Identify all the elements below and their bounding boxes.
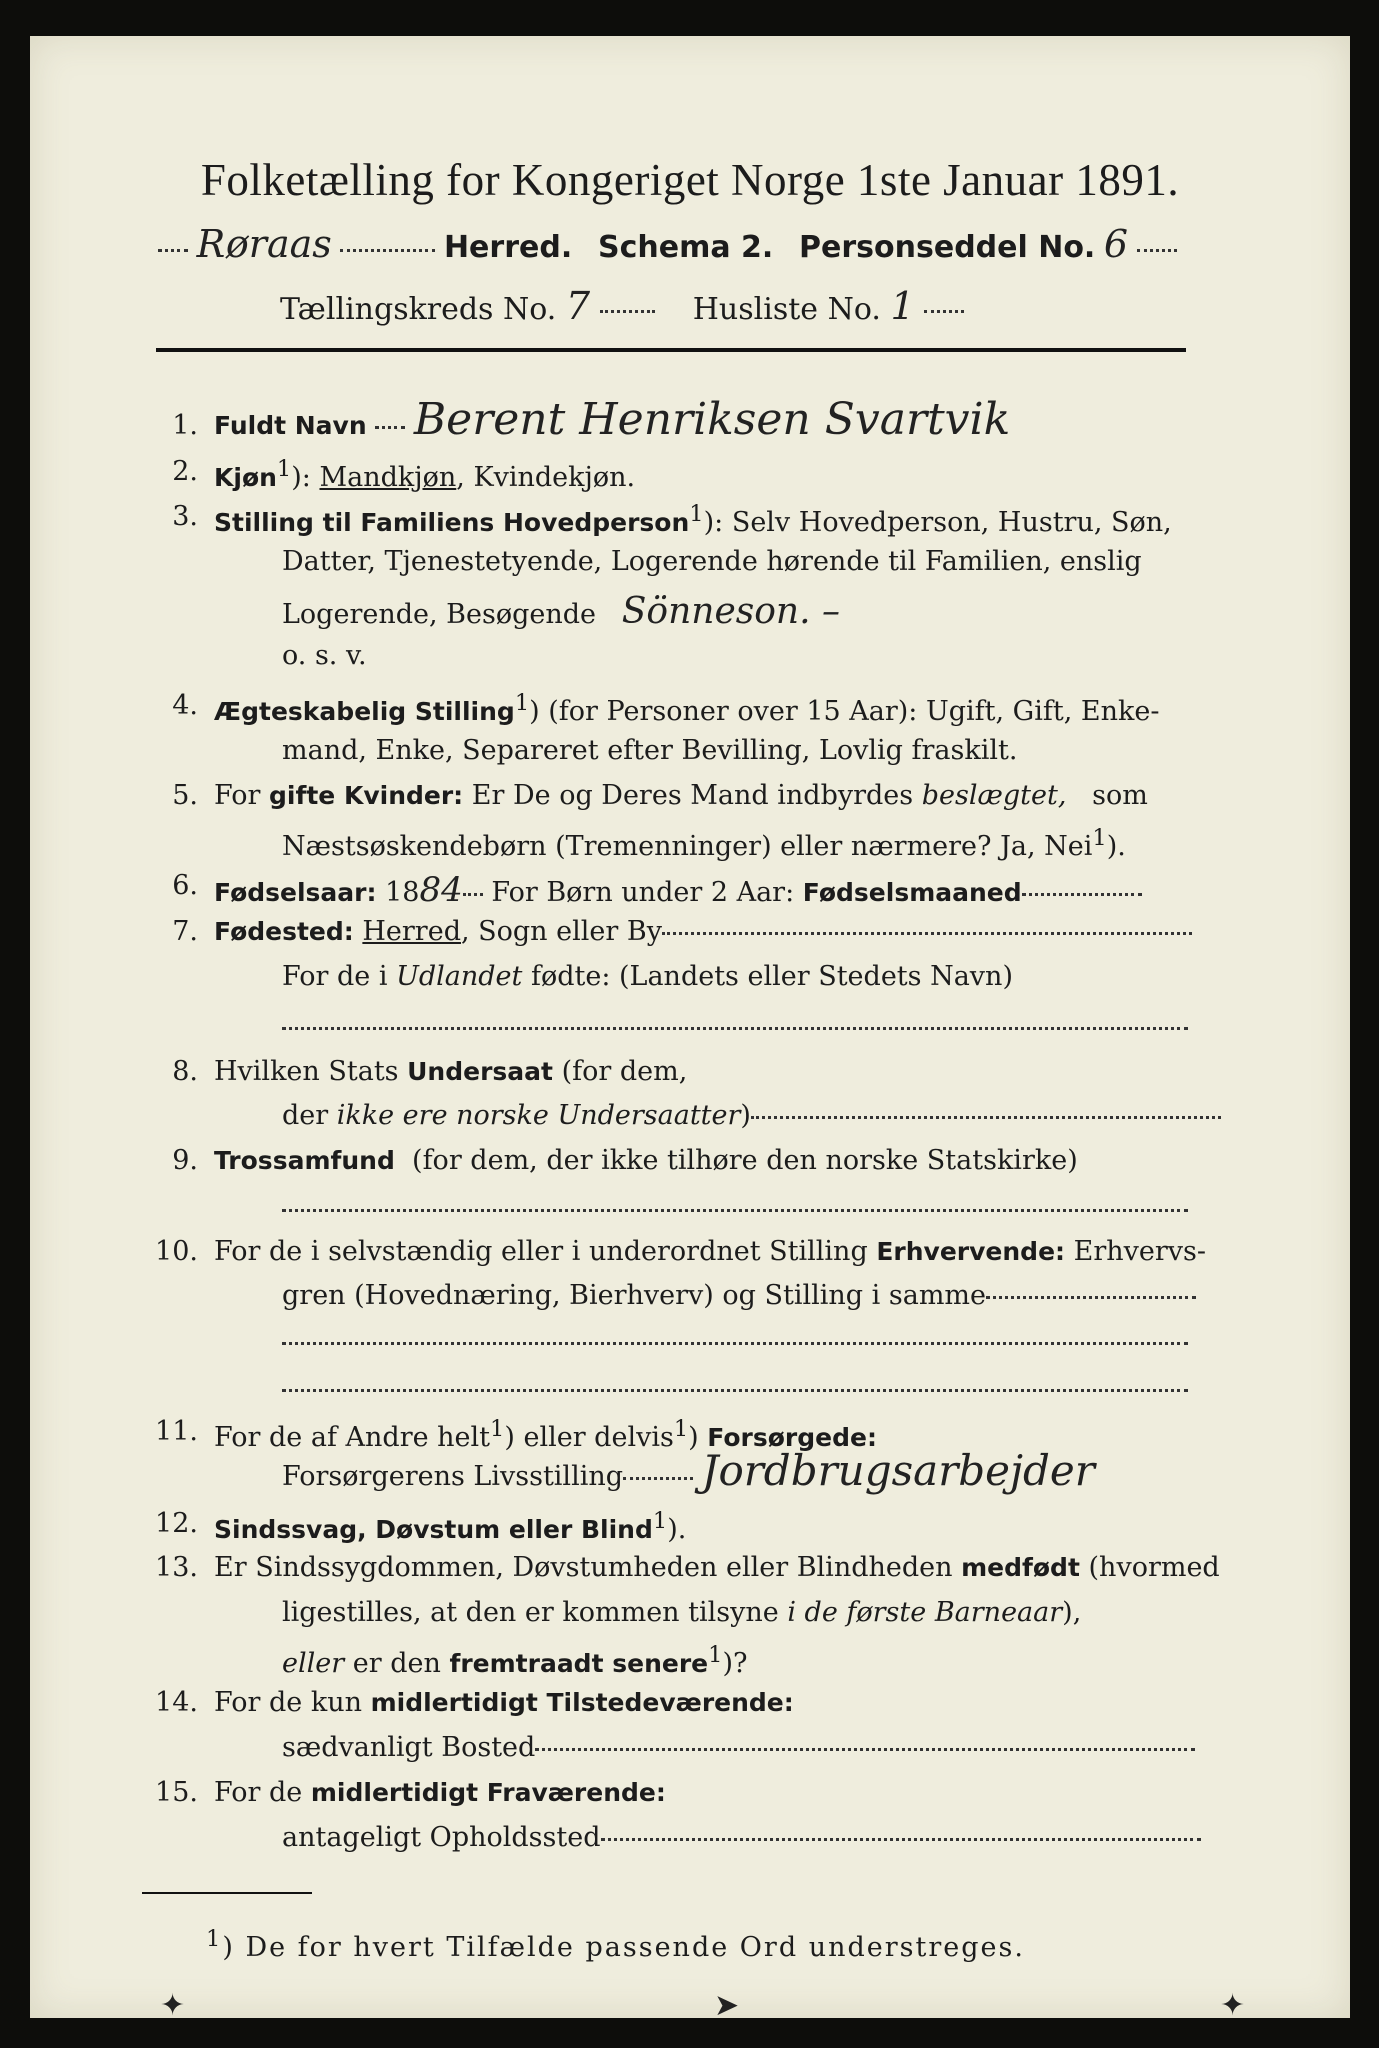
item-13-line-2 [282, 1597, 1081, 1628]
item-3-line-2: Datter, Tjenestetyende, Logerende hørende til Familien, enslig [282, 546, 1142, 577]
text: Er De og Deres Mand indbyrdes [471, 780, 914, 811]
dotted-fill [924, 309, 964, 313]
dotted-fill [600, 309, 655, 313]
text: ) [688, 1422, 699, 1453]
item-3-line-4: o. s. v. [282, 640, 367, 671]
registration-mark-icon: ➤ [714, 1988, 740, 2023]
religion-label: Trossamfund [214, 1146, 395, 1175]
footnote-mark: 1 [652, 1508, 668, 1534]
text: Er Sindssygdommen, Døvstumheden eller Blindheden [214, 1552, 953, 1583]
text: For de i [282, 961, 388, 992]
herred-handwriting: Røraas [196, 222, 332, 266]
dotted-fill [986, 1295, 1196, 1299]
dotted-fill [601, 1837, 1201, 1841]
item-number: 6. [172, 870, 198, 901]
item-number: 4. [172, 690, 198, 721]
item-number: 11. [155, 1416, 198, 1447]
birthplace-label: Fødested: [214, 917, 354, 946]
form-title: Folketælling for Kongeriget Norge 1ste Januar 1891. [200, 155, 1180, 205]
item-number: 15. [155, 1777, 198, 1808]
item-8-line-2 [282, 1100, 1221, 1131]
item-14-line-2 [282, 1732, 1195, 1763]
family-position-options-end: Logerende, Besøgende [282, 599, 596, 630]
schema-label: Schema 2. [597, 230, 774, 265]
item-2 [214, 456, 635, 493]
kreds-number: 7 [565, 284, 591, 328]
registration-mark-icon: ✦ [1220, 1988, 1246, 2023]
item-1 [214, 394, 1010, 445]
item-number: 1. [172, 410, 198, 441]
dotted-fill [1137, 248, 1177, 252]
item-5-line-2 [282, 825, 1126, 862]
dotted-fill [662, 931, 1192, 935]
text: Udlandet [396, 961, 523, 992]
later-onset-label: fremtraadt senere [449, 1649, 709, 1678]
item-8 [214, 1056, 687, 1087]
citizenship-label: Undersaat [407, 1057, 553, 1086]
item-12 [214, 1508, 686, 1545]
text: For Børn under 2 Aar: [491, 877, 795, 908]
text: For de i selvstændig eller i underordnet Stilling [214, 1236, 868, 1267]
item-number: 10. [155, 1236, 198, 1267]
text: antageligt Opholdssted [282, 1822, 601, 1853]
item-15 [214, 1777, 666, 1808]
dotted-answer-line [282, 1026, 1188, 1030]
text: Hvilken Stats [214, 1056, 399, 1087]
item-14 [214, 1687, 794, 1718]
text: (for dem, [561, 1056, 688, 1087]
text: der [282, 1100, 329, 1131]
dotted-fill [623, 1476, 693, 1480]
text: For [214, 780, 261, 811]
disability-label: Sindssvag, Døvstum eller Blind [214, 1515, 653, 1544]
header-rule [156, 348, 1186, 352]
text: som [1092, 780, 1148, 811]
dotted-fill [158, 248, 188, 252]
herred-line [158, 222, 1177, 266]
footnote-mark: 1 [276, 456, 292, 482]
text: ligestilles, at den er kommen tilsyne [282, 1597, 779, 1628]
text: ), [1062, 1597, 1082, 1628]
text: ) [740, 1100, 751, 1131]
text: 18 [385, 877, 420, 908]
item-number: 2. [172, 456, 198, 487]
text: Erhvervs- [1073, 1236, 1207, 1267]
footnote-mark: 1 [1092, 825, 1107, 851]
punctuation: ). [667, 1514, 687, 1545]
dotted-answer-line [282, 1341, 1188, 1345]
item-6 [214, 870, 1142, 910]
text: ) eller delvis [504, 1422, 674, 1453]
kreds-line [280, 284, 964, 328]
item-4-line-2: mand, Enke, Separeret efter Bevilling, Lovlig fraskilt. [282, 735, 1018, 766]
sex-option-female: , Kvindekjøn. [456, 462, 636, 493]
provider-occupation-handwriting: Jordbrugsarbejder [701, 1446, 1095, 1495]
text: For de [214, 1777, 303, 1808]
dotted-answer-line [282, 1388, 1188, 1392]
family-position-label: Stilling til Familiens Hovedperson [214, 508, 690, 537]
dotted-fill [463, 892, 483, 896]
census-form-sheet [30, 36, 1350, 2023]
birth-year-handwriting: 84 [419, 870, 463, 910]
item-number: 9. [172, 1145, 198, 1176]
item-number: 12. [155, 1508, 198, 1539]
sex-option-male: Mandkjøn [319, 462, 457, 493]
footnote [206, 1926, 1025, 1963]
text: er den [352, 1648, 441, 1679]
family-position-options: ): Selv Hovedperson, Hustru, Søn, [703, 507, 1172, 538]
text: For de kun [214, 1687, 362, 1718]
footnote-text: ) De for hvert Tilfælde passende Ord understreges. [222, 1932, 1025, 1963]
footnote-mark: 1 [490, 1416, 505, 1442]
herred-label: Herred. [443, 230, 573, 265]
full-name-label: Fuldt Navn [214, 411, 367, 440]
item-5 [214, 780, 1148, 811]
item-9 [214, 1145, 1078, 1176]
item-11-line-2 [282, 1446, 1095, 1495]
dotted-fill [1022, 892, 1142, 896]
married-women-label: gifte Kvinder: [269, 781, 464, 810]
text: eller [282, 1648, 345, 1679]
item-3 [214, 501, 1172, 538]
item-3-line-3 [282, 591, 840, 632]
dotted-fill [375, 425, 405, 429]
personseddel-number: 6 [1103, 222, 1129, 266]
text: Næstsøskendebørn (Tremenninger) eller nærmere? Ja, Nei [282, 831, 1093, 862]
item-number: 13. [155, 1552, 198, 1583]
text: fødte: (Landets eller Stedets Navn) [530, 961, 1013, 992]
supported-label: Forsørgede: [707, 1423, 877, 1452]
footnote-mark: 1 [206, 1926, 223, 1952]
item-4 [214, 690, 1159, 727]
personseddel-label: Personseddel No. [799, 230, 1096, 265]
punctuation: )? [722, 1648, 748, 1679]
dotted-fill [751, 1115, 1221, 1119]
footnote-rule [142, 1892, 312, 1894]
congenital-label: medfødt [961, 1553, 1080, 1582]
birth-month-label: Fødselsmaaned [802, 878, 1022, 907]
dotted-fill [340, 248, 435, 252]
item-7 [214, 916, 1192, 947]
item-number: 14. [155, 1687, 198, 1718]
text: (hvormed [1088, 1552, 1220, 1583]
text: ikke ere norske Undersaatter [336, 1100, 741, 1131]
item-number: 3. [172, 501, 198, 532]
text: For de af Andre helt [214, 1422, 491, 1453]
marital-status-options: ) (for Personer over 15 Aar): Ugift, Gift, Enke- [529, 696, 1160, 727]
punctuation: ). [1106, 831, 1126, 862]
item-number: 5. [172, 780, 198, 811]
temporarily-present-label: midlertidigt Tilstedeværende: [370, 1688, 794, 1717]
text: i de første Barneaar [787, 1597, 1063, 1628]
item-13 [214, 1552, 1220, 1583]
text: Forsørgerens Livsstilling [282, 1461, 624, 1492]
footnote-mark: 1 [689, 501, 704, 527]
footnote-mark: 1 [708, 1642, 723, 1668]
sex-label: Kjøn [214, 463, 277, 492]
footnote-mark: 1 [673, 1416, 689, 1442]
item-number: 7. [172, 916, 198, 947]
text: gren (Hovednæring, Bierhverv) og Stilling i samme [282, 1280, 987, 1311]
birthplace-option-herred: Herred [362, 916, 461, 947]
marital-status-label: Ægteskabelig Stilling [214, 697, 515, 726]
family-position-handwriting: Sönneson. – [621, 591, 840, 632]
text: (for dem, der ikke tilhøre den norske Statskirke) [412, 1145, 1078, 1176]
dotted-fill [535, 1747, 1195, 1751]
husliste-number: 1 [890, 284, 915, 328]
full-name-handwriting: Berent Henriksen Svartvik [413, 394, 1011, 445]
text: beslægtet, [921, 780, 1067, 811]
temporarily-absent-label: midlertidigt Fraværende: [310, 1778, 666, 1807]
text: , Sogn eller By [460, 916, 662, 947]
item-number: 8. [172, 1056, 198, 1087]
birth-year-label: Fødselsaar: [214, 878, 377, 907]
footnote-mark: 1 [514, 690, 530, 716]
item-10-line-2 [282, 1280, 1196, 1311]
dotted-answer-line [282, 1208, 1188, 1212]
item-13-line-3 [282, 1642, 747, 1679]
kreds-label: Tællingskreds No. [280, 292, 557, 327]
item-15-line-2 [282, 1822, 1201, 1853]
occupation-label: Erhvervende: [876, 1237, 1066, 1266]
punctuation: ): [291, 462, 311, 493]
text: sædvanligt Bosted [282, 1732, 536, 1763]
item-7-line-2 [282, 961, 1013, 992]
husliste-label: Husliste No. [692, 292, 881, 327]
registration-mark-icon: ✦ [160, 1988, 186, 2023]
item-10 [214, 1236, 1206, 1267]
